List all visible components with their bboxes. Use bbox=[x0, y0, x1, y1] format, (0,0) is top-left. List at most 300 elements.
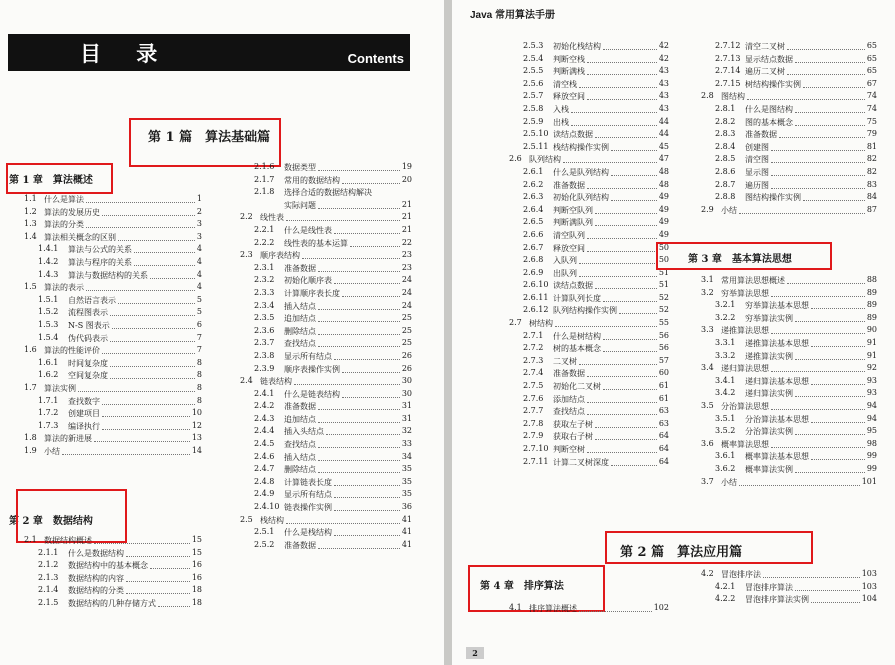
toc-leader-dots bbox=[771, 439, 865, 448]
toc-leader-dots bbox=[158, 598, 190, 607]
toc-entry-number: 2.9 bbox=[701, 204, 714, 214]
toc-entry bbox=[509, 331, 669, 344]
toc-entry-title: 什么是算法 bbox=[44, 195, 84, 204]
toc-entry-number: 2.1.8 bbox=[254, 187, 275, 197]
toc-entry-page: 41 bbox=[401, 527, 412, 537]
toc-leader-dots bbox=[342, 175, 400, 184]
toc-entry-page: 33 bbox=[401, 439, 412, 449]
part-2-title: 第 2 篇 算法应用篇 bbox=[620, 545, 743, 560]
toc-entry-number: 2.7.7 bbox=[523, 406, 544, 416]
toc-entry-number: 2.7.14 bbox=[715, 66, 741, 76]
chapter-3-title: 第 3 章 基本算法思想 bbox=[688, 254, 792, 265]
toc-entry-number: 2.6.11 bbox=[523, 292, 549, 302]
toc-entry bbox=[24, 433, 202, 446]
highlight-box bbox=[129, 118, 281, 167]
toc-entry-page: 8 bbox=[196, 357, 202, 367]
toc-entry-page: 24 bbox=[401, 287, 412, 297]
toc-leader-dots bbox=[334, 489, 400, 498]
toc-entry bbox=[701, 275, 877, 288]
toc-entry-title: 概率算法实例 bbox=[745, 464, 793, 474]
toc-entry-page: 41 bbox=[401, 514, 412, 524]
toc-entry-page: 67 bbox=[866, 78, 877, 88]
toc-entry-page: 49 bbox=[658, 229, 669, 239]
toc-entry-number: 2.6.3 bbox=[523, 192, 544, 202]
toc-entry-title: 时间复杂度 bbox=[68, 358, 108, 368]
highlight-box bbox=[656, 242, 832, 270]
toc-leader-dots bbox=[334, 502, 400, 511]
toc-leader-dots bbox=[318, 439, 400, 448]
toc-leader-dots bbox=[563, 154, 657, 163]
toc-entry-number: 2.6.5 bbox=[523, 217, 544, 227]
toc-entry bbox=[509, 255, 669, 268]
toc-entry bbox=[509, 230, 669, 243]
toc-leader-dots bbox=[811, 376, 865, 385]
toc-entry-page: 49 bbox=[658, 192, 669, 202]
toc-entry-number: 2.4 bbox=[240, 376, 253, 386]
toc-entry-title: 判断空树 bbox=[553, 445, 585, 454]
toc-leader-dots bbox=[318, 162, 400, 171]
toc-entry bbox=[240, 288, 412, 301]
toc-entry-number: 4.2 bbox=[701, 569, 714, 578]
toc-entry-number: 2.4.2 bbox=[254, 401, 275, 411]
toc-entry-page: 74 bbox=[866, 103, 877, 113]
toc-entry-number: 2.6.6 bbox=[523, 229, 544, 239]
toc-entry-title: 数据结构的内容 bbox=[68, 573, 124, 583]
toc-entry-title: 释放空间 bbox=[553, 92, 585, 102]
toc-entry-page: 101 bbox=[861, 476, 877, 486]
toc-entry bbox=[701, 594, 877, 607]
toc-entry-number: 2.8.8 bbox=[715, 192, 736, 202]
toc-entry-page: 64 bbox=[658, 456, 669, 466]
toc-entry-title: 清空队列 bbox=[553, 230, 585, 240]
toc-entry-title: 小结 bbox=[721, 205, 737, 215]
page-gutter bbox=[444, 0, 452, 665]
toc-entry bbox=[24, 358, 202, 371]
toc-entry-title: 算法的性能评价 bbox=[44, 346, 100, 356]
toc-entry bbox=[240, 414, 412, 427]
toc-entry-number: 2.3.7 bbox=[254, 338, 275, 348]
toc-entry-page: 99 bbox=[866, 451, 877, 461]
toc-entry bbox=[509, 167, 669, 180]
part-1-title: 第 1 篇 算法基础篇 bbox=[148, 130, 271, 145]
toc-entry-page: 4 bbox=[196, 256, 202, 266]
toc-entry bbox=[701, 205, 877, 218]
toc-entry-title: 清空栈 bbox=[553, 79, 577, 89]
toc-entry bbox=[240, 212, 412, 225]
toc-entry-number: 2.3.4 bbox=[254, 300, 275, 310]
toc-entry-page: 93 bbox=[866, 388, 877, 398]
toc-entry bbox=[509, 41, 669, 54]
toc-entry-page: 52 bbox=[658, 305, 669, 315]
toc-entry bbox=[701, 325, 877, 338]
toc-leader-dots bbox=[318, 401, 400, 410]
toc-entry-title: 穷举算法基本思想 bbox=[745, 301, 809, 311]
toc-entry bbox=[240, 527, 412, 540]
toc-entry-title: 穷举算法思想 bbox=[721, 288, 769, 298]
toc-entry-page: 75 bbox=[866, 116, 877, 126]
toc-leader-dots bbox=[739, 477, 860, 486]
toc-entry-title: 算法的表示 bbox=[44, 283, 84, 293]
toc-entry-title: 清空图 bbox=[745, 155, 769, 165]
toc-entry-title: 初始化二叉树 bbox=[553, 382, 601, 392]
toc-leader-dots bbox=[342, 288, 400, 297]
toc-entry-title: 准备数据 bbox=[284, 540, 316, 550]
toc-entry bbox=[509, 305, 669, 318]
toc-entry-page: 89 bbox=[866, 312, 877, 322]
toc-entry-title: 插入头结点 bbox=[284, 427, 324, 437]
toc-entry-title: 准备数据 bbox=[553, 180, 585, 190]
toc-entry-page: 64 bbox=[658, 431, 669, 441]
toc-entry-page: 25 bbox=[401, 338, 412, 348]
toc-entry bbox=[701, 180, 877, 193]
toc-entry-title: 查找结点 bbox=[284, 440, 316, 450]
toc-entry-number: 2.3.8 bbox=[254, 350, 275, 360]
toc-entry bbox=[240, 175, 412, 188]
toc-entry-title: 入队列 bbox=[553, 256, 577, 266]
toc-entry-page: 91 bbox=[866, 350, 877, 360]
toc-entry-page: 65 bbox=[866, 66, 877, 76]
toc-entry bbox=[24, 598, 202, 611]
toc-entry-page: 35 bbox=[401, 464, 412, 474]
toc-entry-number: 2.8.5 bbox=[715, 154, 736, 164]
toc-entry bbox=[701, 300, 877, 313]
toc-entry-title: 栈结构 bbox=[260, 515, 284, 525]
toc-entry-title: 链表结构 bbox=[260, 377, 292, 387]
toc-entry-title: 算法的新进展 bbox=[44, 434, 92, 444]
toc-leader-dots bbox=[150, 560, 190, 569]
toc-entry-title: 判断空队列 bbox=[553, 205, 593, 215]
toc-entry-number: 2.5.4 bbox=[523, 53, 544, 63]
toc-entry-page: 35 bbox=[401, 489, 412, 499]
toc-leader-dots bbox=[112, 320, 195, 329]
toc-entry bbox=[509, 318, 669, 331]
toc-entry-page: 3 bbox=[196, 231, 202, 241]
toc-entry-page: 99 bbox=[866, 463, 877, 473]
toc-entry bbox=[509, 91, 669, 104]
toc-entry-title: 算法的分类 bbox=[44, 220, 84, 230]
toc-entry-number: 1.5.2 bbox=[38, 307, 59, 317]
toc-entry-page: 92 bbox=[866, 363, 877, 373]
toc-entry-title: 判断满队列 bbox=[553, 218, 593, 228]
toc-entry-number: 2.4.10 bbox=[254, 502, 280, 512]
toc-entry bbox=[701, 313, 877, 326]
toc-entry-title: 分治算法思想 bbox=[721, 401, 769, 411]
toc-entry-page: 83 bbox=[866, 179, 877, 189]
toc-entry-page: 30 bbox=[401, 376, 412, 386]
banner-subtitle: Contents bbox=[347, 51, 404, 66]
toc-leader-dots bbox=[318, 301, 400, 310]
toc-entry-title: 冒泡排序算法实例 bbox=[745, 595, 809, 605]
toc-leader-dots bbox=[587, 54, 657, 63]
toc-entry-title: 递归算法基本思想 bbox=[745, 376, 809, 386]
chapter-1-title: 第 1 章 算法概述 bbox=[9, 175, 93, 186]
toc-entry-title: 小结 bbox=[721, 477, 737, 487]
toc-entry-page: 4 bbox=[196, 282, 202, 292]
toc-entry-number: 1.5 bbox=[24, 282, 37, 292]
toc-leader-dots bbox=[134, 244, 195, 253]
toc-entry-number: 2.6.12 bbox=[523, 305, 549, 315]
toc-entry-page: 8 bbox=[196, 370, 202, 380]
toc-entry bbox=[509, 293, 669, 306]
toc-entry-page: 3 bbox=[196, 219, 202, 229]
toc-leader-dots bbox=[587, 230, 657, 239]
toc-entry-title: 显示所有结点 bbox=[284, 490, 332, 500]
toc-entry-page: 43 bbox=[658, 91, 669, 101]
toc-entry-page: 45 bbox=[658, 141, 669, 151]
toc-entry-title: 插入结点 bbox=[284, 301, 316, 311]
toc-entry-title: 准备数据 bbox=[553, 369, 585, 379]
toc-leader-dots bbox=[579, 268, 657, 277]
toc-entry-title: 计算队列长度 bbox=[553, 293, 601, 303]
toc-entry bbox=[240, 338, 412, 351]
toc-entry-title: 树结构操作实例 bbox=[745, 79, 801, 89]
toc-entry-title: 查找数字 bbox=[68, 396, 100, 406]
toc-entry-page: 15 bbox=[191, 547, 202, 557]
toc-entry-number: 2.4.3 bbox=[254, 413, 275, 423]
toc-entry-title: 分治算法基本思想 bbox=[745, 414, 809, 424]
toc-entry-number: 2.4.4 bbox=[254, 426, 275, 436]
toc-entry-page: 49 bbox=[658, 204, 669, 214]
toc-entry-title: 数据类型 bbox=[284, 163, 316, 172]
toc-entry bbox=[24, 573, 202, 586]
toc-entry bbox=[24, 207, 202, 220]
toc-entry-page: 8 bbox=[196, 395, 202, 405]
toc-leader-dots bbox=[318, 326, 400, 335]
toc-entry-number: 2.7.3 bbox=[523, 355, 544, 365]
toc-entry-number: 2.7.5 bbox=[523, 381, 544, 391]
toc-entry bbox=[240, 426, 412, 439]
toc-entry-page: 15 bbox=[191, 535, 202, 544]
toc-entry bbox=[509, 180, 669, 193]
toc-entry-number: 2.3.1 bbox=[254, 262, 275, 272]
toc-entry bbox=[24, 548, 202, 561]
toc-entry-page: 65 bbox=[866, 41, 877, 50]
toc-entry-number: 3.2.2 bbox=[715, 312, 736, 322]
toc-leader-dots bbox=[811, 414, 865, 423]
toc-entry-page: 55 bbox=[658, 318, 669, 328]
toc-leader-dots bbox=[795, 117, 865, 126]
toc-entry-number: 3.5 bbox=[701, 400, 714, 410]
toc-entry bbox=[240, 200, 412, 213]
toc-column bbox=[509, 41, 669, 469]
toc-entry bbox=[24, 307, 202, 320]
toc-leader-dots bbox=[587, 394, 657, 403]
toc-entry bbox=[509, 457, 669, 470]
toc-entry-page: 5 bbox=[196, 294, 202, 304]
toc-entry bbox=[24, 244, 202, 257]
toc-entry-number: 2.8.3 bbox=[715, 129, 736, 139]
toc-entry-number: 2.5.1 bbox=[254, 527, 275, 537]
toc-entry-page: 49 bbox=[658, 217, 669, 227]
toc-entry-title: 什么是栈结构 bbox=[284, 528, 332, 538]
toc-entry-page: 94 bbox=[866, 400, 877, 410]
toc-entry-page: 24 bbox=[401, 275, 412, 285]
toc-entry-page: 79 bbox=[866, 129, 877, 139]
toc-leader-dots bbox=[571, 117, 657, 126]
toc-leader-dots bbox=[595, 431, 657, 440]
toc-entry-number: 1.2 bbox=[24, 206, 37, 216]
toc-entry-number: 1.4.3 bbox=[38, 269, 59, 279]
toc-entry-number: 2.5.7 bbox=[523, 91, 544, 101]
toc-entry bbox=[24, 295, 202, 308]
toc-leader-dots bbox=[811, 451, 865, 460]
toc-entry-number: 2.1.3 bbox=[38, 572, 59, 582]
toc-entry bbox=[24, 282, 202, 295]
toc-entry bbox=[240, 313, 412, 326]
toc-leader-dots bbox=[795, 313, 865, 322]
toc-entry bbox=[509, 205, 669, 218]
toc-entry bbox=[701, 41, 877, 54]
toc-entry bbox=[509, 444, 669, 457]
toc-entry-number: 2.3.2 bbox=[254, 275, 275, 285]
toc-entry-title: 线性表 bbox=[260, 213, 284, 223]
toc-entry-number: 2.8.4 bbox=[715, 141, 736, 151]
toc-leader-dots bbox=[318, 338, 400, 347]
toc-entry bbox=[240, 250, 412, 263]
toc-leader-dots bbox=[611, 142, 657, 151]
toc-entry bbox=[240, 364, 412, 377]
toc-entry-number: 3.1 bbox=[701, 275, 714, 284]
toc-entry bbox=[24, 383, 202, 396]
banner-title: 目 录 bbox=[80, 41, 172, 66]
toc-leader-dots bbox=[334, 527, 400, 536]
toc-leader-dots bbox=[318, 464, 400, 473]
toc-leader-dots bbox=[86, 219, 195, 228]
toc-entry-page: 65 bbox=[866, 53, 877, 63]
toc-leader-dots bbox=[787, 66, 865, 75]
chapter-2-title: 第 2 章 数据结构 bbox=[9, 516, 93, 527]
toc-leader-dots bbox=[555, 318, 657, 327]
toc-entry-number: 2.5.5 bbox=[523, 66, 544, 76]
toc-entry-page: 7 bbox=[196, 332, 202, 342]
toc-entry-page: 35 bbox=[401, 476, 412, 486]
toc-entry bbox=[240, 489, 412, 502]
toc-entry-number: 2.2.2 bbox=[254, 237, 275, 247]
toc-entry-page: 43 bbox=[658, 66, 669, 76]
toc-entry-page: 47 bbox=[658, 154, 669, 164]
toc-leader-dots bbox=[110, 358, 195, 367]
toc-entry bbox=[509, 431, 669, 444]
toc-entry-title: 出队列 bbox=[553, 268, 577, 278]
toc-entry bbox=[701, 79, 877, 92]
toc-entry-title: 删除结点 bbox=[284, 326, 316, 336]
toc-entry bbox=[240, 540, 412, 553]
toc-entry-page: 6 bbox=[196, 319, 202, 329]
toc-entry-number: 2.7.13 bbox=[715, 53, 741, 63]
toc-entry-number: 3.7 bbox=[701, 476, 714, 486]
toc-entry-title: 概率算法思想 bbox=[721, 439, 769, 449]
toc-leader-dots bbox=[587, 444, 657, 453]
toc-entry bbox=[509, 368, 669, 381]
toc-entry bbox=[24, 333, 202, 346]
toc-entry-number: 1.4.1 bbox=[38, 244, 59, 254]
toc-leader-dots bbox=[587, 66, 657, 75]
toc-entry-title: 遍历二叉树 bbox=[745, 67, 785, 77]
toc-entry-number: 1.4 bbox=[24, 231, 37, 241]
toc-entry-page: 89 bbox=[866, 287, 877, 297]
toc-entry bbox=[509, 268, 669, 281]
toc-entry bbox=[509, 79, 669, 92]
highlight-box bbox=[605, 531, 813, 564]
toc-leader-dots bbox=[579, 356, 657, 365]
toc-entry bbox=[24, 219, 202, 232]
toc-entry-page: 56 bbox=[658, 343, 669, 353]
toc-leader-dots bbox=[334, 477, 400, 486]
toc-leader-dots bbox=[334, 351, 400, 360]
toc-entry bbox=[240, 477, 412, 490]
toc-entry-number: 2.6.7 bbox=[523, 242, 544, 252]
toc-leader-dots bbox=[787, 275, 865, 284]
toc-entry-title: 二叉树 bbox=[553, 356, 577, 366]
toc-entry-title: 入栈 bbox=[553, 104, 569, 114]
toc-leader-dots bbox=[334, 225, 400, 234]
toc-leader-dots bbox=[286, 212, 400, 221]
toc-entry-number: 4.1 bbox=[509, 603, 522, 612]
toc-entry bbox=[701, 376, 877, 389]
toc-entry bbox=[24, 421, 202, 434]
highlight-box bbox=[6, 163, 113, 194]
toc-entry-title: 查找结点 bbox=[553, 407, 585, 417]
toc-entry-number: 4.2.2 bbox=[715, 594, 736, 604]
toc-leader-dots bbox=[595, 217, 657, 226]
toc-leader-dots bbox=[795, 388, 865, 397]
toc-entry-title: 树结构 bbox=[529, 319, 553, 329]
toc-entry bbox=[24, 446, 202, 459]
toc-leader-dots bbox=[118, 295, 195, 304]
toc-entry-title: 常用的数据结构 bbox=[284, 175, 340, 185]
toc-entry-page: 60 bbox=[658, 368, 669, 378]
toc-entry-title: 图结构操作实例 bbox=[745, 193, 801, 203]
toc-entry-title: 遍历图 bbox=[745, 180, 769, 190]
toc-leader-dots bbox=[587, 368, 657, 377]
toc-entry-title: 排序算法概述 bbox=[529, 604, 577, 613]
toc-entry bbox=[240, 389, 412, 402]
toc-leader-dots bbox=[771, 401, 865, 410]
toc-entry-title: 读结点数据 bbox=[553, 281, 593, 291]
toc-leader-dots bbox=[126, 585, 190, 594]
toc-entry-number: 2.6.2 bbox=[523, 179, 544, 189]
toc-column bbox=[24, 535, 202, 611]
toc-entry bbox=[701, 288, 877, 301]
toc-leader-dots bbox=[318, 263, 400, 272]
toc-entry-title: 空间复杂度 bbox=[68, 371, 108, 381]
toc-entry bbox=[509, 192, 669, 205]
toc-leader-dots bbox=[302, 250, 400, 259]
toc-entry-number: 1.5.3 bbox=[38, 319, 59, 329]
toc-leader-dots bbox=[595, 419, 657, 428]
toc-entry-number: 1.7.2 bbox=[38, 408, 59, 418]
toc-entry-title: 清空二叉树 bbox=[745, 42, 785, 51]
toc-entry-page: 22 bbox=[401, 237, 412, 247]
toc-entry-number: 1.5.4 bbox=[38, 332, 59, 342]
toc-entry bbox=[701, 66, 877, 79]
toc-leader-dots bbox=[587, 91, 657, 100]
toc-entry-number: 2.8 bbox=[701, 91, 714, 101]
toc-entry bbox=[240, 439, 412, 452]
toc-entry-page: 14 bbox=[191, 445, 202, 455]
toc-leader-dots bbox=[611, 457, 657, 466]
toc-entry-page: 19 bbox=[401, 162, 412, 171]
toc-entry bbox=[701, 54, 877, 67]
toc-entry-number: 2.5.11 bbox=[523, 141, 549, 151]
toc-entry-title: 图的基本概念 bbox=[745, 117, 793, 127]
toc-leader-dots bbox=[771, 142, 865, 151]
toc-leader-dots bbox=[611, 167, 657, 176]
toc-entry-title: 冒泡排序算法 bbox=[745, 582, 793, 592]
toc-column bbox=[509, 603, 669, 616]
toc-entry-number: 1.4.2 bbox=[38, 256, 59, 266]
toc-entry-number: 3.6.2 bbox=[715, 463, 736, 473]
